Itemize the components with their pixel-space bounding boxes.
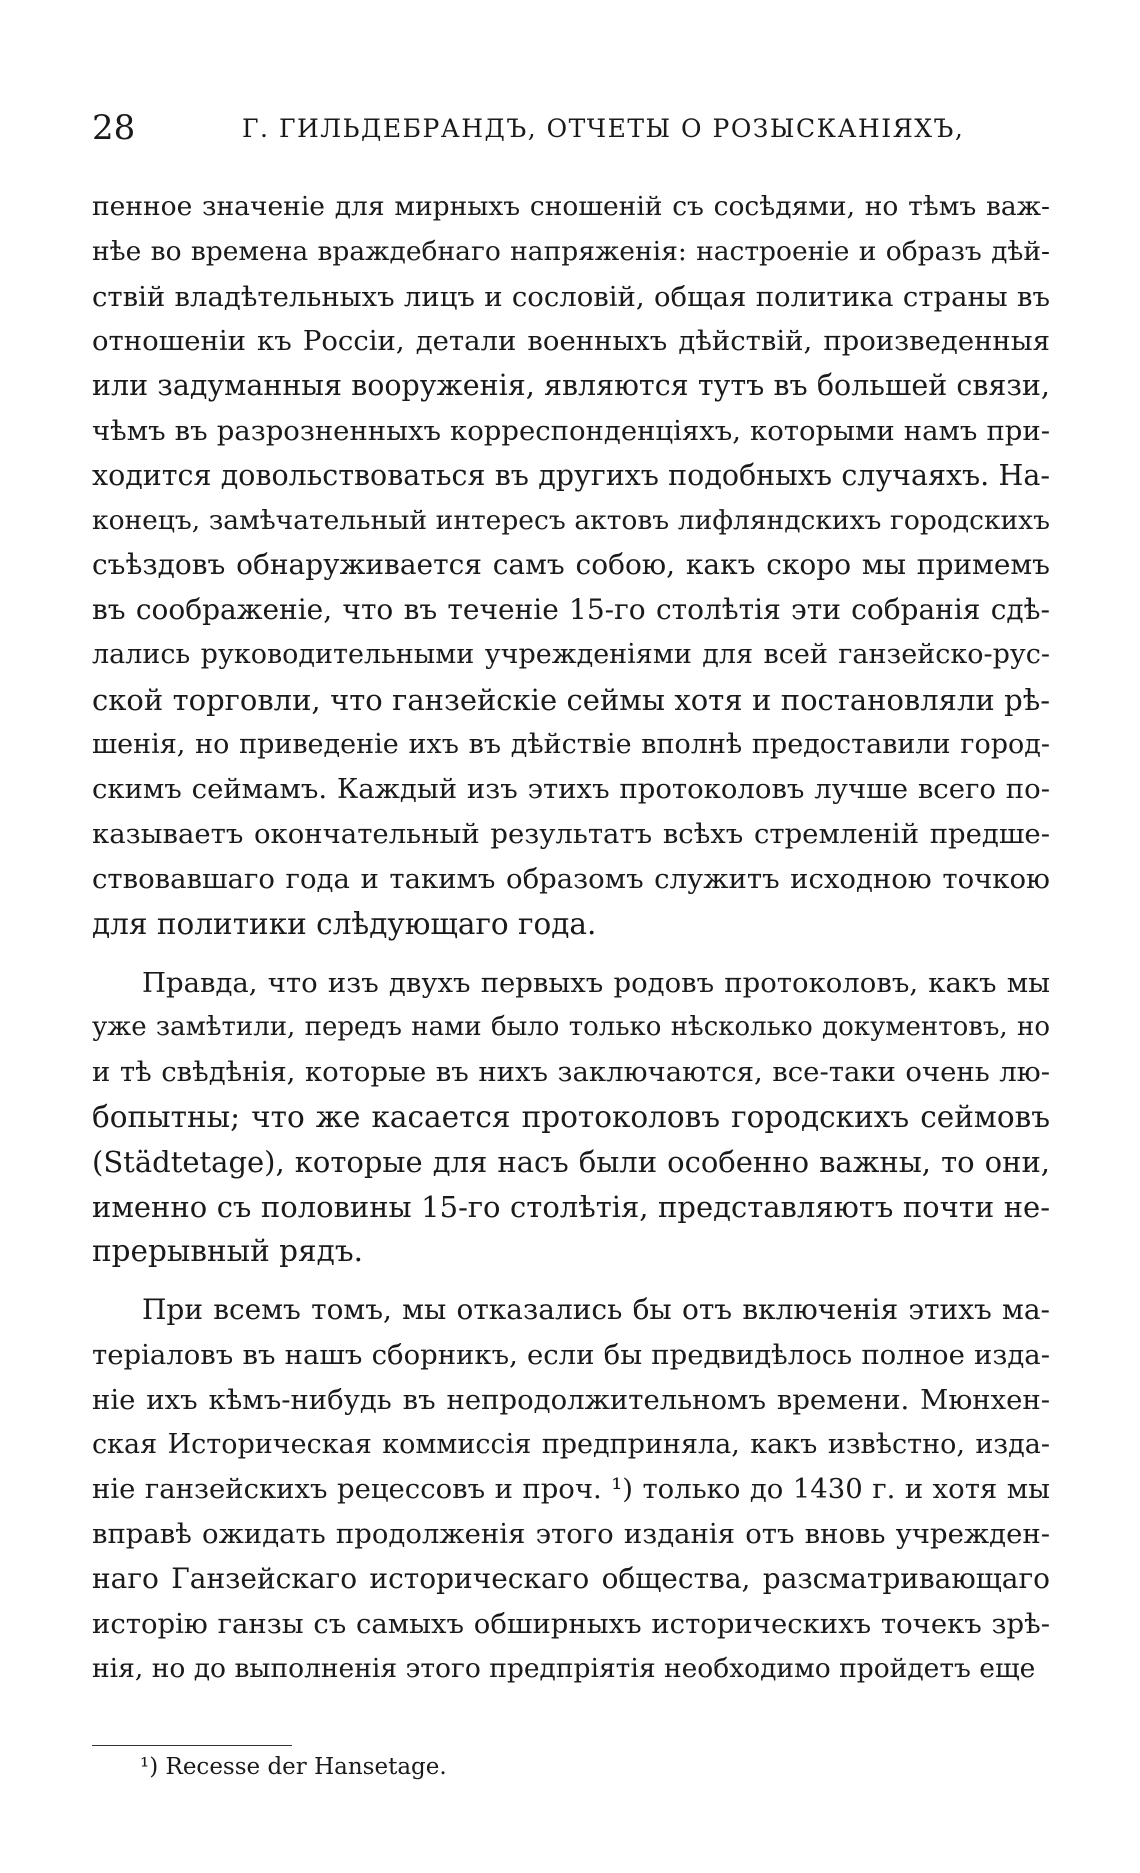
- header-title: Г. ГИЛЬДЕБРАНДЪ, ОТЧЕТЫ О РОЗЫСКАНІЯХЪ,: [242, 114, 965, 143]
- text-line: ніе ганзейскихъ рецессовъ и проч. ¹) только до 1430 г. и хотя мы: [92, 1473, 1050, 1506]
- text-line: съѣздовъ обнаруживается самъ собою, какъ скоро мы примемъ: [92, 548, 1050, 582]
- text-line: и тѣ свѣдѣнія, которые въ нихъ заключаются, все-таки очень лю-: [92, 1056, 1050, 1089]
- text-line: казываетъ окончательный результатъ всѣхъ стремленій предше-: [92, 818, 1050, 851]
- text-line: ніе ихъ кѣмъ-нибудь въ непродолжительномъ времени. Мюнхен-: [92, 1383, 1050, 1416]
- text-line: ствовавшаго года и такимъ образомъ служитъ исходною точкою: [92, 862, 1050, 895]
- text-line: (Städtetage), которые для насъ были особенно важны, то они,: [92, 1144, 1050, 1179]
- text-line: въ соображеніе, что въ теченіе 15-го столѣтія эти собранія сдѣ-: [92, 593, 1050, 627]
- text-line: ствій владѣтельныхъ лицъ и сословій, общая политика страны въ: [92, 280, 1050, 313]
- text-line: именно съ половины 15-го столѣтія, представляютъ почти не-: [92, 1189, 1050, 1224]
- text-line: конецъ, замѣчательный интересъ актовъ лифляндскихъ городскихъ: [92, 504, 1050, 536]
- paragraph-gap: [92, 947, 1050, 961]
- text-line: теріаловъ въ нашъ сборникъ, если бы предвидѣлось полное изда-: [92, 1338, 1050, 1371]
- paragraph: [92, 1288, 1050, 1691]
- text-line: или задуманныя вооруженія, являются тутъ въ большей связи,: [92, 369, 1050, 403]
- text-line: нія, но до выполненія этого предпріятія необходимо пройдетъ еще: [92, 1652, 1036, 1684]
- text-line: вправѣ ожидать продолженія этого изданія отъ вновь учрежден-: [92, 1518, 1050, 1551]
- running-head: [92, 108, 1042, 148]
- text-line: ской торговли, что ганзейскіе сеймы хотя и постановляли рѣ-: [92, 682, 1050, 717]
- text-line: шенія, но приведеніе ихъ въ дѣйствіе вполнѣ предоставили город-: [92, 728, 1050, 760]
- footnote: ¹) Recesse der Hansetage.: [140, 1754, 447, 1780]
- text-line: чѣмъ въ разрозненныхъ корреспонденціяхъ, которыми намъ при-: [92, 414, 1050, 447]
- text-line: ская Историческая коммиссія предприняла, какъ извѣстно, изда-: [92, 1428, 1050, 1460]
- paragraph: [92, 961, 1050, 1275]
- text-line: бопытны; что же касается протоколовъ городскихъ сеймовъ: [92, 1099, 1050, 1134]
- text-line: наго Ганзейскаго историческаго общества, разсматривающаго: [92, 1561, 1050, 1595]
- text-line: пенное значеніе для мирныхъ сношеній съ сосѣдями, но тѣмъ важ-: [92, 191, 1050, 222]
- paragraph: [92, 185, 1050, 947]
- paragraph-gap: [92, 1274, 1050, 1288]
- text-line: лались руководительными учрежденіями для всей ганзейско-рус-: [92, 638, 1050, 670]
- text-line: При всемъ томъ, мы отказались бы отъ включенія этихъ ма-: [142, 1293, 1050, 1327]
- text-line: нѣе во времена враждебнаго напряженія: настроеніе и образъ дѣй-: [92, 235, 1050, 267]
- text-line: Правда, что изъ двухъ первыхъ родовъ протоколовъ, какъ мы: [142, 966, 1050, 999]
- text-line: отношеніи къ Россіи, детали военныхъ дѣйствій, произведенныя: [92, 325, 1050, 358]
- text-line: ходится довольствоваться въ другихъ подобныхъ случаяхъ. На-: [92, 458, 1050, 492]
- text-line: прерывный рядъ.: [92, 1234, 363, 1269]
- body-text: [92, 185, 1050, 1691]
- text-line: скимъ сеймамъ. Каждый изъ этихъ протоколовъ лучше всего по-: [92, 773, 1050, 806]
- page-number: 28: [92, 108, 136, 148]
- footnote-rule: [92, 1745, 292, 1746]
- text-line: для политики слѣдующаго года.: [92, 906, 597, 941]
- text-line: уже замѣтили, передъ нами было только нѣсколько документовъ, но: [92, 1012, 1050, 1043]
- text-line: исторію ганзы съ самыхъ обширныхъ историческихъ точекъ зрѣ-: [92, 1607, 1050, 1640]
